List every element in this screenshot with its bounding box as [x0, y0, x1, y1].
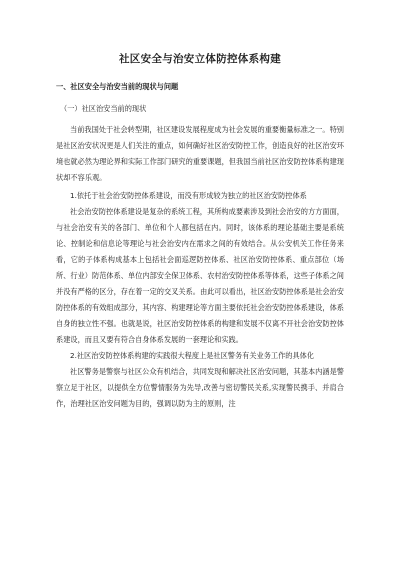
paragraph-point-2: 社区警务是警察与社区公众有机结合，共同发现和解决社区治安问题，其基本内涵是警察立足于社区，以提供全方位警情服务为先导,改善与密切警民关系,实现警民携手、并肩合作，治理社区治安问题为目的，强调以防为主的原则，注: [56, 367, 344, 408]
paragraph-intro: 当前我国处于社会转型期，社区建设发展程度成为社会发展的重要衡量标准之一。特别是社区治安状况更是人们关注的重点，如何确好社区治安防控工作，创造良好的社区治安环境也就必然为理论界和实际工作部门研究的重要课题，但我国当前社区治安防控体系构建现状却不容乐观。: [56, 125, 344, 182]
section-heading: 一、社区安全与治安当前的现状与问题: [56, 82, 179, 91]
subsection-heading: （一）社区治安当前的现状: [60, 104, 147, 113]
point-heading-2: 2.社区治安防控体系构建的实践很大程度上是社区警务有关业务工作的具体化: [70, 351, 315, 360]
point-heading-1: 1.依托于社会治安防控体系建设，而没有形成较为独立的社区治安防控体系: [70, 191, 307, 200]
document-title: 社区安全与治安立体防控体系构建: [119, 53, 281, 65]
paragraph-point-1: 社会治安防控体系建设是复杂的系统工程，其所构成要素涉及到社会治安的方方面面，与社会治安有关的各部门、单位和个人都包括在内。同时，该体系的理论基础主要是系统论、控制论和信息论等理论与社会治安内在需求之间的有效结合。从公安机关工作任务来看，它的子体系构成基本上包括社会面巡逻防控体系、社区治安防控体系、重点部位（场所、行业）防范体系、单位内部安全保卫体系、农村治安防控体系等体系，这些子体系之间并没有严格的区分，存在着一定的交叉关系。由此可以看出，社区治安防控体系是社会治安防控体系的有效组成部分，其内容、构建理论等方面主要依托社会治安防控体系建设，体系自身的独立性不强。也就是说，社区治安防控体系的构建和发展不仅离不开社会治安防控体系建设，而且又要有符合自身体系发展的一套理论和实践。: [56, 207, 344, 344]
